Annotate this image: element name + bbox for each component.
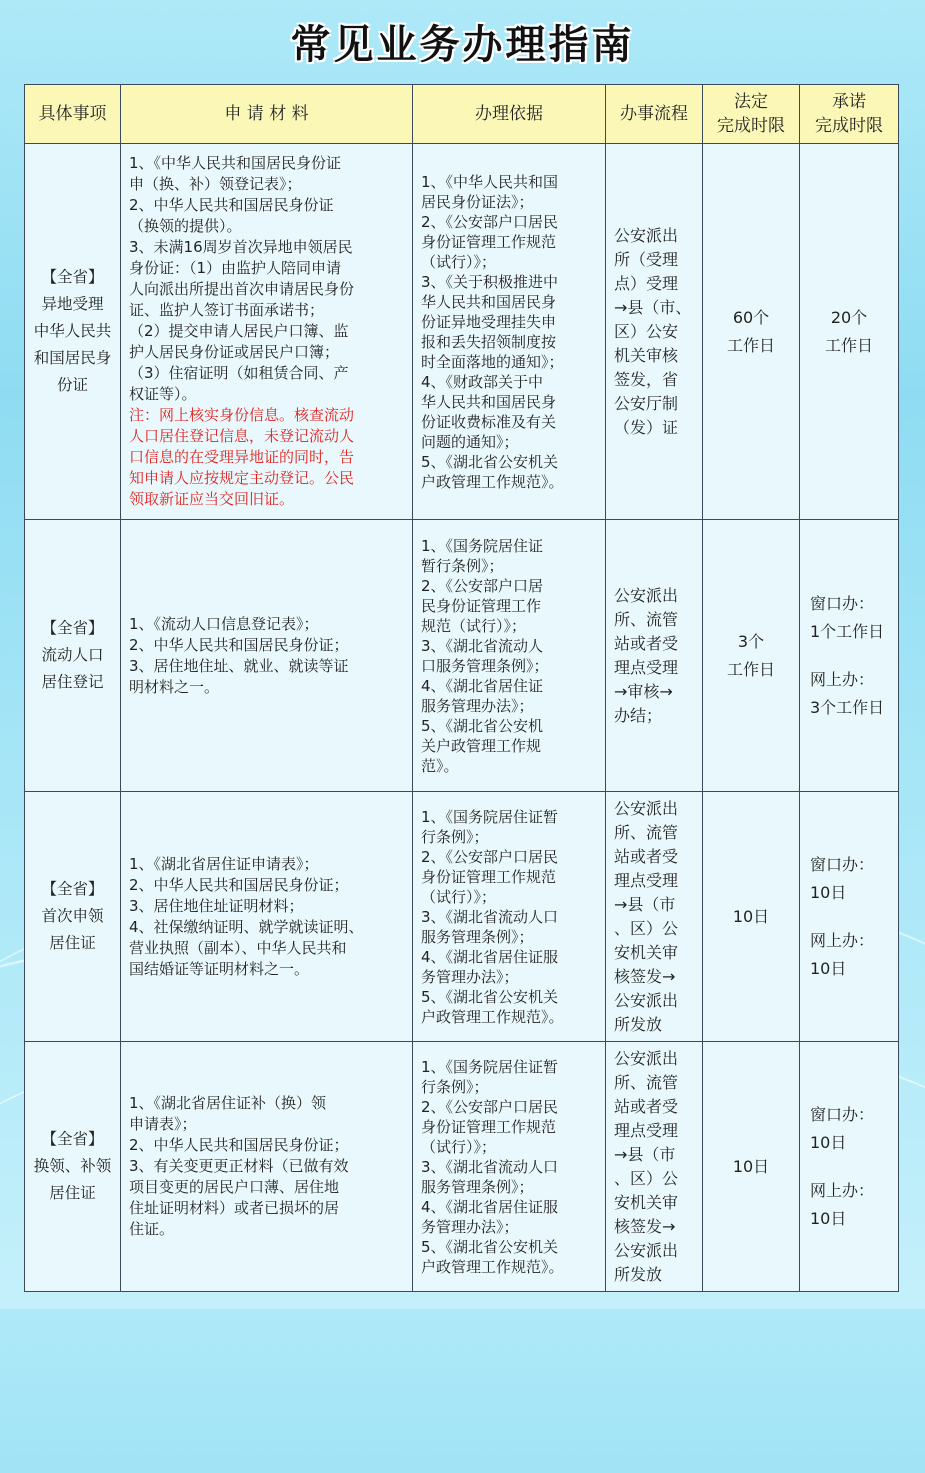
header-process: 办事流程 xyxy=(606,85,703,144)
item-cell: 【全省】 流动人口 居住登记 xyxy=(25,520,121,792)
basis-cell: 1、《国务院居住证暂 行条例》； 2、《公安部户口居民 身份证管理工作规范 （试行）》； 3、《湖北省流动人口 服务管理条例》； 4、《湖北省居住证服 务管理办法》； 5、《湖北省公安机关 户政管理工作规范》。 xyxy=(413,1042,606,1292)
promise-time-cell: 窗口办： 1个工作日 网上办： 3个工作日 xyxy=(800,520,899,792)
legal-time-cell: 10日 xyxy=(703,1042,800,1292)
legal-time-cell: 10日 xyxy=(703,792,800,1042)
item-cell: 【全省】 首次申领 居住证 xyxy=(25,792,121,1042)
legal-time-cell: 60个 工作日 xyxy=(703,144,800,520)
basis-cell: 1、《中华人民共和国 居民身份证法》； 2、《公安部户口居民 身份证管理工作规范 （试行）》； 3、《关于积极推进中 华人民共和国居民身 份证异地受理挂失申 报和丢失招领制度按 时全面落地的通知》； 4、《财政部关于中 华人民共和国居民身 份证收费标准及有关 问题的通知》； 5、《湖北省公安机关 户政管理工作规范》。 xyxy=(413,144,606,520)
service-guide-table xyxy=(24,84,899,1292)
table-row xyxy=(25,144,899,520)
process-cell: 公安派出 所（受理 点）受理 →县（市、 区）公安 机关审核 签发，省 公安厅制 （发）证 xyxy=(606,144,703,520)
header-basis: 办理依据 xyxy=(413,85,606,144)
header-row xyxy=(25,85,899,144)
table-row xyxy=(25,792,899,1042)
header-materials: 申 请 材 料 xyxy=(121,85,413,144)
process-cell: 公安派出 所、流管 站或者受 理点受理 →县（市 、区）公 安机关审 核签发→ 公安派出 所发放 xyxy=(606,792,703,1042)
promise-time-cell: 窗口办： 10日 网上办： 10日 xyxy=(800,1042,899,1292)
materials-cell: 1、《湖北省居住证补（换）领 申请表》； 2、中华人民共和国居民身份证； 3、有关变更更正材料（已做有效 项目变更的居民户口薄、居住地 住址证明材料）或者已损坏的居 住证。 xyxy=(121,1042,413,1292)
table-row xyxy=(25,1042,899,1292)
process-cell: 公安派出 所、流管 站或者受 理点受理 →县（市 、区）公 安机关审 核签发→ 公安派出 所发放 xyxy=(606,1042,703,1292)
header-promise-time: 承诺 完成时限 xyxy=(800,85,899,144)
promise-time-cell: 窗口办： 10日 网上办： 10日 xyxy=(800,792,899,1042)
basis-cell: 1、《国务院居住证 暂行条例》； 2、《公安部户口居 民身份证管理工作 规范（试行）》； 3、《湖北省流动人 口服务管理条例》； 4、《湖北省居住证 服务管理办法》； 5、《湖北省公安机 关户政管理工作规 范》。 xyxy=(413,520,606,792)
header-item: 具体事项 xyxy=(25,85,121,144)
page-title: 常见业务办理指南 xyxy=(290,21,635,68)
note-text: 注：网上核实身份信息。核查流动 人口居住登记信息，未登记流动人 口信息的在受理异地证的同时，告 知申请人应按规定主动登记。公民 领取新证应当交回旧证。 xyxy=(129,406,355,508)
table-row xyxy=(25,520,899,792)
legal-time-cell: 3个 工作日 xyxy=(703,520,800,792)
item-cell: 【全省】 换领、补领 居住证 xyxy=(25,1042,121,1292)
materials-cell: 1、《流动人口信息登记表》； 2、中华人民共和国居民身份证； 3、居住地住址、就业、就读等证 明材料之一。 xyxy=(121,520,413,792)
process-cell: 公安派出 所、流管 站或者受 理点受理 →审核→ 办结； xyxy=(606,520,703,792)
header-legal-time: 法定 完成时限 xyxy=(703,85,800,144)
materials-cell: 1、《湖北省居住证申请表》； 2、中华人民共和国居民身份证； 3、居住地住址证明材料； 4、社保缴纳证明、就学就读证明、 营业执照（副本）、中华人民共和 国结婚证等证明材料之一。 xyxy=(121,792,413,1042)
promise-time-cell: 20个 工作日 xyxy=(800,144,899,520)
basis-cell: 1、《国务院居住证暂 行条例》； 2、《公安部户口居民 身份证管理工作规范 （试行）》； 3、《湖北省流动人口 服务管理条例》； 4、《湖北省居住证服 务管理办法》； 5、《湖北省公安机关 户政管理工作规范》。 xyxy=(413,792,606,1042)
materials-cell: 1、《中华人民共和国居民身份证 申（换、补）领登记表》； 2、中华人民共和国居民身份证 （换领的提供）。 3、未满16周岁首次异地申领居民 身份证：（1）由监护人陪同申请 人向派出所提出首次申请居民身份 证、监护人签订书面承诺书； （2）提交申请人居民户口簿、监 护人居民身份证或居民户口簿； （3）住宿证明（如租赁合同、产 权证等）。 注：网上核实身份信息。核查流动 人口居住登记信息，未登记流动人 口信息的在受理异地证的同时，告 知申请人应按规定主动登记。公民 领取新证应当交回旧证。 xyxy=(121,144,413,520)
item-cell: 【全省】 异地受理 中华人民共 和国居民身 份证 xyxy=(25,144,121,520)
